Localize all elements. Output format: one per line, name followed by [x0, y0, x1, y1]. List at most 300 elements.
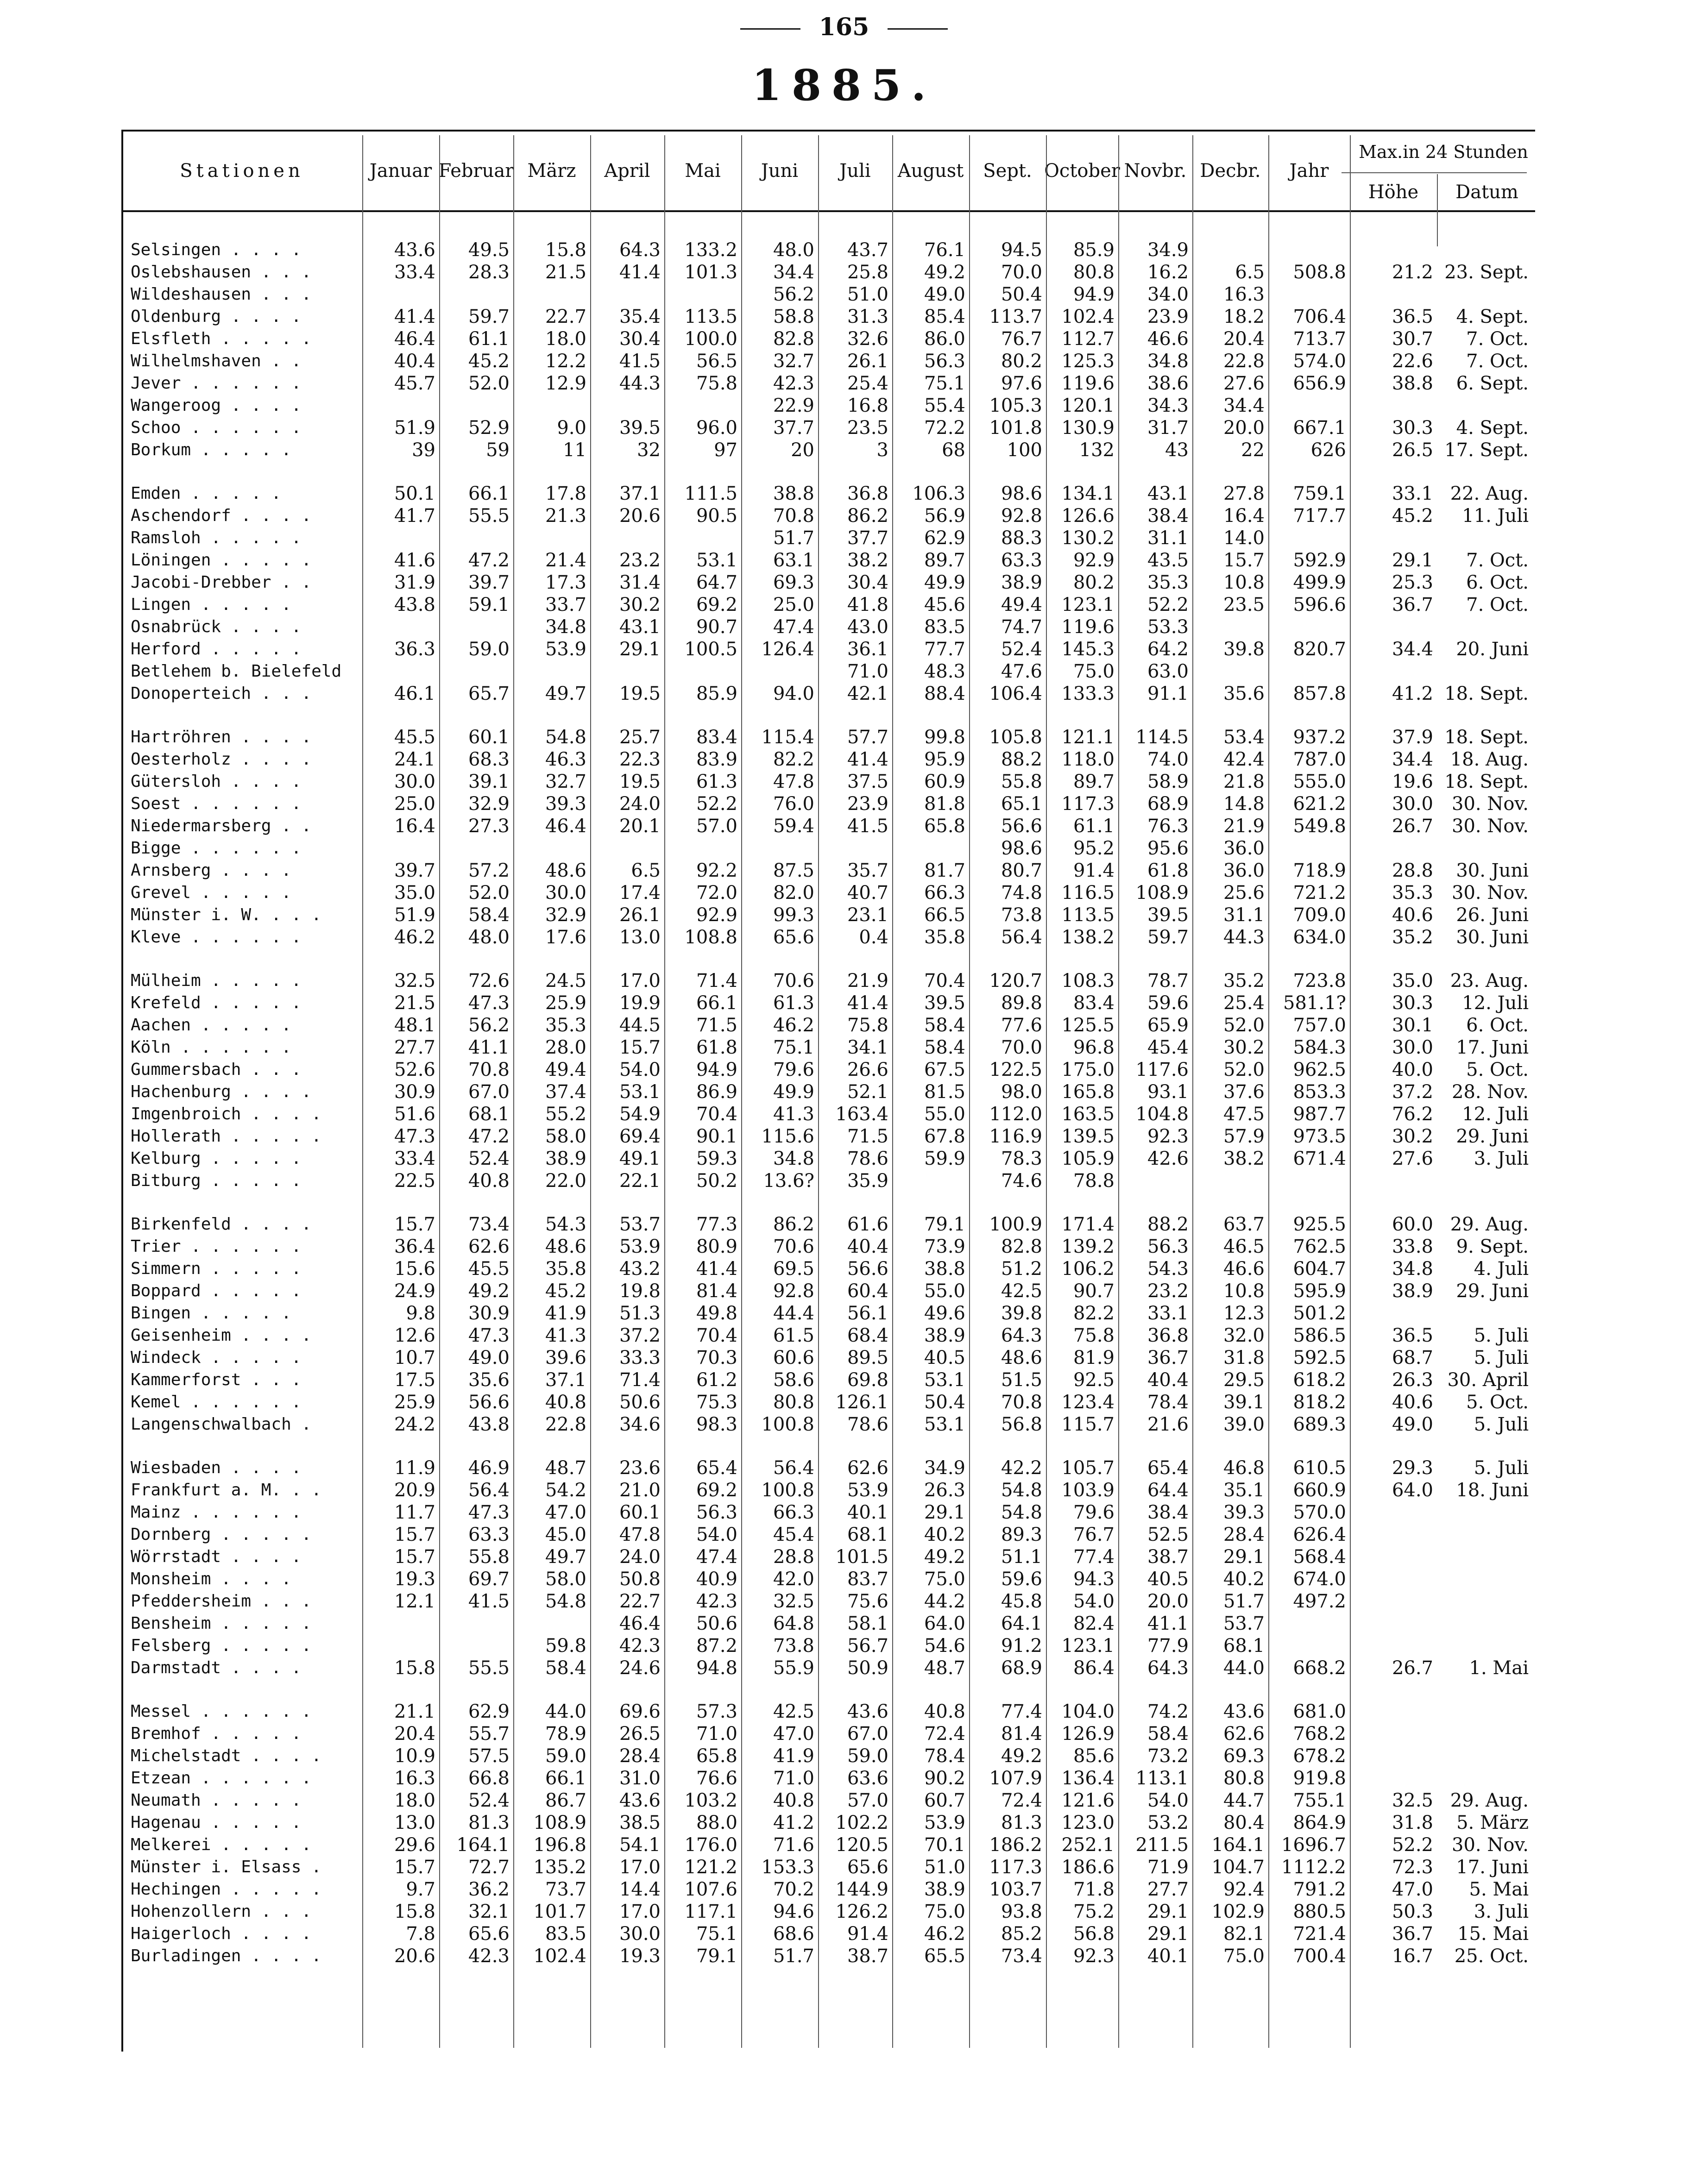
- value-cell: 28.8: [1392, 860, 1433, 881]
- value-cell: 16.4: [394, 816, 435, 837]
- station-name: Birkenfeld . . . .: [131, 1215, 312, 1234]
- value-cell: 111.5: [684, 483, 737, 504]
- value-cell: 78.4: [1147, 1392, 1189, 1413]
- value-cell: 133.3: [1061, 683, 1115, 704]
- value-cell: 40.9: [696, 1569, 737, 1590]
- value-cell: 60.9: [924, 771, 965, 792]
- header-month: März: [527, 160, 576, 182]
- value-cell: 46.5: [1223, 1236, 1265, 1257]
- value-cell: [1268, 239, 1350, 261]
- value-cell: 59.6: [1001, 1569, 1042, 1590]
- value-cell: 20.4: [1223, 328, 1265, 350]
- max-date-cell: 25. Oct.: [1454, 1946, 1529, 1967]
- value-cell: 138.2: [1061, 927, 1115, 948]
- value-cell: 39.8: [1001, 1303, 1042, 1324]
- value-cell: 38.9: [924, 1325, 965, 1346]
- value-cell: 41.9: [773, 1745, 814, 1767]
- value-cell: 53.9: [847, 1480, 888, 1501]
- value-cell: 24.5: [545, 970, 586, 992]
- value-cell: 1696.7: [1281, 1834, 1346, 1856]
- value-cell: 27.7: [1147, 1879, 1189, 1900]
- value-cell: 108.9: [533, 1812, 586, 1833]
- value-cell: 164.1: [456, 1834, 510, 1856]
- value-cell: 74.8: [1001, 882, 1042, 904]
- table-row: [121, 904, 1537, 926]
- value-cell: [362, 1613, 439, 1635]
- value-cell: 51.9: [394, 904, 435, 926]
- value-cell: 92.8: [1001, 505, 1042, 527]
- value-cell: 54.6: [924, 1635, 965, 1657]
- value-cell: 70.1: [924, 1834, 965, 1856]
- value-cell: 52.4: [468, 1790, 510, 1811]
- value-cell: 49.7: [545, 683, 586, 704]
- value-cell: 94.3: [1073, 1569, 1115, 1590]
- value-cell: 46.6: [1223, 1258, 1265, 1280]
- value-cell: 79.6: [773, 1059, 814, 1080]
- value-cell: 70.6: [773, 1236, 814, 1257]
- value-cell: 41.4: [696, 1258, 737, 1280]
- value-cell: 700.4: [1293, 1946, 1346, 1967]
- value-cell: 112.7: [1061, 328, 1115, 350]
- station-name: Neumath . . . . .: [131, 1791, 302, 1810]
- value-cell: 768.2: [1293, 1723, 1346, 1745]
- value-cell: [439, 527, 513, 549]
- value-cell: 55.8: [1001, 771, 1042, 792]
- value-cell: 100.8: [761, 1414, 814, 1435]
- value-cell: 47.3: [394, 1126, 435, 1147]
- value-cell: 57.0: [847, 1790, 888, 1811]
- value-cell: 79.1: [924, 1214, 965, 1235]
- table-row: [121, 1413, 1537, 1436]
- value-cell: 105.7: [1061, 1457, 1115, 1479]
- value-cell: 53.9: [619, 1236, 661, 1257]
- value-cell: 54.8: [545, 1591, 586, 1612]
- value-cell: 73.9: [924, 1236, 965, 1257]
- value-cell: 47.0: [1392, 1879, 1433, 1900]
- value-cell: 60.6: [773, 1347, 814, 1368]
- value-cell: [1350, 1568, 1437, 1590]
- max-date-cell: 7. Oct.: [1466, 594, 1529, 615]
- value-cell: 16.4: [1223, 505, 1265, 527]
- value-cell: 85.4: [924, 306, 965, 327]
- value-cell: 48.7: [924, 1657, 965, 1679]
- station-name: Selsingen . . . .: [131, 240, 302, 259]
- max-date-cell: 23. Aug.: [1450, 970, 1529, 992]
- value-cell: 113.1: [1135, 1768, 1189, 1789]
- page-number-line: [0, 13, 1688, 41]
- value-cell: 56.4: [773, 1457, 814, 1479]
- value-cell: 65.5: [924, 1946, 965, 1967]
- value-cell: 71.4: [696, 970, 737, 992]
- value-cell: 17.5: [394, 1369, 435, 1391]
- station-name: Aschendorf . . . .: [131, 506, 312, 525]
- value-cell: [1350, 1170, 1437, 1192]
- value-cell: 59.0: [468, 639, 510, 660]
- value-cell: 90.7: [696, 616, 737, 638]
- value-cell: [1350, 1767, 1437, 1789]
- value-cell: 144.9: [835, 1879, 888, 1900]
- value-cell: 165.8: [1061, 1081, 1115, 1103]
- value-cell: 41.5: [847, 816, 888, 837]
- value-cell: 59: [486, 439, 510, 461]
- value-cell: 40.0: [1392, 1059, 1433, 1080]
- value-cell: 35.8: [545, 1258, 586, 1280]
- value-cell: 48.0: [773, 239, 814, 261]
- value-cell: 56.4: [468, 1480, 510, 1501]
- value-cell: 58.8: [773, 306, 814, 327]
- value-cell: 83.7: [847, 1569, 888, 1590]
- value-cell: 43.7: [847, 239, 888, 261]
- value-cell: 65.4: [1147, 1457, 1189, 1479]
- value-cell: 592.9: [1293, 550, 1346, 571]
- value-cell: 49.0: [468, 1347, 510, 1368]
- max-date-cell: 11. Juli: [1462, 505, 1529, 527]
- value-cell: 618.2: [1293, 1369, 1346, 1391]
- value-cell: 32: [637, 439, 661, 461]
- table-row: [121, 1878, 1537, 1901]
- value-cell: 105.8: [989, 727, 1042, 748]
- value-cell: 176.0: [684, 1834, 737, 1856]
- value-cell: [892, 837, 969, 860]
- station-name: Hollerath . . . . .: [131, 1127, 321, 1146]
- station-name: Elsfleth . . . . .: [131, 329, 312, 348]
- value-cell: 22.5: [394, 1170, 435, 1192]
- value-cell: 49.4: [545, 1059, 586, 1080]
- value-cell: 88.2: [1001, 749, 1042, 770]
- rainfall-table-body: [121, 239, 1537, 1967]
- value-cell: 75.0: [924, 1569, 965, 1590]
- value-cell: 186.6: [1061, 1857, 1115, 1878]
- table-row: [121, 350, 1537, 372]
- station-name: Oesterholz . . . .: [131, 750, 312, 769]
- value-cell: 92.9: [1073, 550, 1115, 571]
- station-name: Gummersbach . . .: [131, 1060, 302, 1079]
- value-cell: 58.4: [545, 1657, 586, 1679]
- value-cell: 28.8: [773, 1546, 814, 1568]
- value-cell: 126.9: [1061, 1723, 1115, 1745]
- value-cell: 81.3: [1001, 1812, 1042, 1833]
- value-cell: 64.2: [1147, 639, 1189, 660]
- value-cell: 22.0: [545, 1170, 586, 1192]
- table-row: [121, 860, 1537, 882]
- value-cell: 15.7: [1223, 550, 1265, 571]
- value-cell: 61.2: [696, 1369, 737, 1391]
- table-row: [121, 1701, 1537, 1723]
- max-date-cell: [1437, 1546, 1537, 1568]
- value-cell: 39: [412, 439, 435, 461]
- value-cell: 34.8: [1392, 1258, 1433, 1280]
- value-cell: [1268, 1613, 1350, 1635]
- value-cell: 70.0: [1001, 262, 1042, 283]
- table-row: [121, 1369, 1537, 1391]
- max-date-cell: 26. Juni: [1456, 904, 1529, 926]
- value-cell: 80.8: [1073, 262, 1115, 283]
- value-cell: 119.6: [1061, 616, 1115, 638]
- value-cell: 11: [563, 439, 586, 461]
- value-cell: 68.6: [773, 1923, 814, 1945]
- max-date-cell: 29. Juni: [1456, 1126, 1529, 1147]
- value-cell: 106.4: [989, 683, 1042, 704]
- value-cell: 58.4: [468, 904, 510, 926]
- value-cell: 30.2: [1392, 1126, 1433, 1147]
- station-name: Imgenbroich . . . .: [131, 1105, 321, 1123]
- station-name: Bingen . . . . .: [131, 1304, 291, 1323]
- value-cell: 70.4: [924, 970, 965, 992]
- station-name: Wangeroog . . . .: [131, 396, 302, 415]
- value-cell: 52.4: [468, 1148, 510, 1169]
- value-cell: 32.5: [1392, 1790, 1433, 1811]
- value-cell: 50.3: [1392, 1901, 1433, 1922]
- max-date-cell: 17. Sept.: [1444, 439, 1529, 461]
- max-date-cell: [1437, 395, 1537, 417]
- value-cell: 30.9: [468, 1303, 510, 1324]
- value-cell: 56.3: [924, 351, 965, 372]
- value-cell: 27.3: [468, 816, 510, 837]
- value-cell: 49.2: [924, 1546, 965, 1568]
- value-cell: 29.1: [1147, 1901, 1189, 1922]
- max-date-cell: 5. März: [1456, 1812, 1529, 1833]
- table-row: [121, 882, 1537, 904]
- value-cell: 21.1: [394, 1701, 435, 1722]
- value-cell: 35.3: [1392, 882, 1433, 904]
- value-cell: 25.7: [619, 727, 661, 748]
- value-cell: 106.3: [912, 483, 965, 504]
- value-cell: 592.5: [1293, 1347, 1346, 1368]
- value-cell: 24.0: [619, 1546, 661, 1568]
- value-cell: 72.7: [468, 1857, 510, 1878]
- value-cell: 120.7: [989, 970, 1042, 992]
- value-cell: 123.1: [1061, 1635, 1115, 1657]
- header-month: Juni: [761, 160, 799, 182]
- value-cell: 80.9: [696, 1236, 737, 1257]
- value-cell: 37.1: [619, 483, 661, 504]
- station-name: Messel . . . . . .: [131, 1702, 312, 1721]
- value-cell: 25.9: [545, 992, 586, 1014]
- station-name: Bremhof . . . . .: [131, 1724, 302, 1743]
- value-cell: 718.9: [1293, 860, 1346, 881]
- value-cell: 26.3: [924, 1480, 965, 1501]
- value-cell: 34.8: [773, 1148, 814, 1169]
- value-cell: 70.8: [1001, 1392, 1042, 1413]
- max-date-cell: 30. Juni: [1456, 860, 1529, 881]
- header-max-hoehe: Höhe: [1368, 182, 1419, 203]
- table-row: [121, 1834, 1537, 1856]
- value-cell: 33.4: [394, 1148, 435, 1169]
- value-cell: 39.7: [394, 860, 435, 881]
- value-cell: 69.6: [619, 1701, 661, 1722]
- value-cell: 56.7: [847, 1635, 888, 1657]
- table-row: [121, 1170, 1537, 1192]
- max-date-cell: 18. Sept.: [1444, 683, 1529, 704]
- value-cell: 51.5: [1001, 1369, 1042, 1391]
- max-date-cell: 20. Juni: [1456, 639, 1529, 660]
- max-date-cell: 1. Mai: [1469, 1657, 1529, 1679]
- value-cell: 80.8: [1223, 1768, 1265, 1789]
- value-cell: 16.3: [394, 1768, 435, 1789]
- value-cell: 41.3: [545, 1325, 586, 1346]
- value-cell: 58.6: [773, 1369, 814, 1391]
- value-cell: 12.9: [545, 373, 586, 394]
- value-cell: 65.6: [773, 927, 814, 948]
- value-cell: 33.4: [394, 262, 435, 283]
- value-cell: 24.2: [394, 1414, 435, 1435]
- max-date-cell: 7. Oct.: [1466, 550, 1529, 571]
- value-cell: 56.8: [1073, 1923, 1115, 1945]
- value-cell: 52.0: [1223, 1059, 1265, 1080]
- value-cell: 72.6: [468, 970, 510, 992]
- value-cell: 31.1: [1147, 527, 1189, 549]
- max-date-cell: 5. Oct.: [1466, 1392, 1529, 1413]
- value-cell: 73.4: [468, 1214, 510, 1235]
- value-cell: 36.2: [468, 1879, 510, 1900]
- value-cell: 59.1: [468, 594, 510, 615]
- value-cell: 48.3: [924, 661, 965, 682]
- table-row: [121, 1590, 1537, 1613]
- value-cell: 919.8: [1293, 1768, 1346, 1789]
- table-row: [121, 417, 1537, 439]
- value-cell: 186.2: [989, 1834, 1042, 1856]
- value-cell: 508.8: [1293, 262, 1346, 283]
- value-cell: [1350, 616, 1437, 638]
- value-cell: 755.1: [1293, 1790, 1346, 1811]
- station-name: Jacobi-Drebber . .: [131, 573, 312, 592]
- value-cell: 10.9: [394, 1745, 435, 1767]
- value-cell: 98.6: [1001, 838, 1042, 859]
- value-cell: 40.5: [924, 1347, 965, 1368]
- value-cell: 41.7: [394, 505, 435, 527]
- value-cell: 44.3: [1223, 927, 1265, 948]
- table-row: [121, 1901, 1537, 1923]
- table-row: [121, 1546, 1537, 1568]
- value-cell: 34.9: [924, 1457, 965, 1479]
- value-cell: [439, 660, 513, 683]
- value-cell: 70.8: [773, 505, 814, 527]
- max-date-cell: 5. Oct.: [1466, 1059, 1529, 1080]
- value-cell: 762.5: [1293, 1236, 1346, 1257]
- header-month: Mai: [685, 160, 721, 182]
- value-cell: 58.1: [847, 1613, 888, 1634]
- value-cell: 56.1: [847, 1303, 888, 1324]
- value-cell: 115.4: [761, 727, 814, 748]
- value-cell: 33.7: [545, 594, 586, 615]
- value-cell: 89.7: [924, 550, 965, 571]
- value-cell: [1350, 1745, 1437, 1767]
- header-stationen: Stationen: [180, 160, 304, 182]
- value-cell: 252.1: [1061, 1834, 1115, 1856]
- max-date-cell: [1437, 616, 1537, 638]
- table-row: [121, 1236, 1537, 1258]
- value-cell: 37.2: [619, 1325, 661, 1346]
- value-cell: 668.2: [1293, 1657, 1346, 1679]
- value-cell: 88.3: [1001, 527, 1042, 549]
- value-cell: [439, 283, 513, 306]
- table-row: [121, 1125, 1537, 1148]
- value-cell: 69.8: [847, 1369, 888, 1391]
- value-cell: 211.5: [1135, 1834, 1189, 1856]
- value-cell: 66.1: [468, 483, 510, 504]
- value-cell: 12.3: [1223, 1303, 1265, 1324]
- rule-left: [740, 28, 800, 30]
- value-cell: 937.2: [1293, 727, 1346, 748]
- station-name: Köln . . . . . .: [131, 1038, 291, 1057]
- value-cell: [513, 660, 590, 683]
- max-date-cell: 6. Sept.: [1456, 373, 1529, 394]
- max-date-cell: [1437, 1302, 1537, 1324]
- value-cell: 53.1: [924, 1414, 965, 1435]
- value-cell: 78.6: [847, 1148, 888, 1169]
- station-name: Dornberg . . . . .: [131, 1525, 312, 1544]
- max-date-cell: 18. Sept.: [1444, 727, 1529, 748]
- value-cell: 64.8: [773, 1613, 814, 1634]
- value-cell: [362, 660, 439, 683]
- value-cell: 58.4: [1147, 1723, 1189, 1745]
- table-row: [121, 1945, 1537, 1967]
- value-cell: 19.5: [619, 683, 661, 704]
- max-date-cell: 23. Sept.: [1444, 262, 1529, 283]
- value-cell: 32.5: [394, 970, 435, 992]
- value-cell: 75.8: [847, 1015, 888, 1036]
- value-cell: 61.1: [468, 328, 510, 350]
- value-cell: [1350, 837, 1437, 860]
- rainfall-table: [121, 239, 1537, 1967]
- value-cell: 19.3: [394, 1569, 435, 1590]
- value-cell: 38.8: [924, 1258, 965, 1280]
- value-cell: 98.3: [696, 1414, 737, 1435]
- value-cell: 23.2: [619, 550, 661, 571]
- max-date-cell: [1437, 1701, 1537, 1723]
- value-cell: 49.1: [619, 1148, 661, 1169]
- value-cell: 49.0: [1392, 1414, 1433, 1435]
- value-cell: 40.2: [1223, 1569, 1265, 1590]
- value-cell: 87.2: [696, 1635, 737, 1657]
- value-cell: 667.1: [1293, 417, 1346, 439]
- value-cell: 32.7: [773, 351, 814, 372]
- value-cell: 48.0: [468, 927, 510, 948]
- value-cell: [513, 527, 590, 549]
- station-name: Münster i. Elsass .: [131, 1858, 321, 1876]
- value-cell: 29.1: [924, 1502, 965, 1523]
- max-date-cell: 30. Nov.: [1452, 793, 1529, 815]
- value-cell: 34.8: [545, 616, 586, 638]
- value-cell: 31.7: [1147, 417, 1189, 439]
- value-cell: 29.3: [1392, 1457, 1433, 1479]
- value-cell: 30.3: [1392, 417, 1433, 439]
- value-cell: 101.8: [989, 417, 1042, 439]
- value-cell: 83.4: [1073, 992, 1115, 1014]
- value-cell: 717.7: [1293, 505, 1346, 527]
- value-cell: 71.8: [1073, 1879, 1115, 1900]
- value-cell: 68.9: [1147, 793, 1189, 815]
- spacer-cell: [121, 1436, 1537, 1457]
- value-cell: 61.1: [1073, 816, 1115, 837]
- value-cell: 22.9: [773, 395, 814, 416]
- value-cell: 46.6: [1147, 328, 1189, 350]
- value-cell: 54.8: [1001, 1480, 1042, 1501]
- station-name: Kelburg . . . . .: [131, 1149, 302, 1168]
- value-cell: 12.2: [545, 351, 586, 372]
- station-name: Ramsloh . . . . .: [131, 528, 302, 547]
- value-cell: [1350, 527, 1437, 549]
- value-cell: 48.6: [1001, 1347, 1042, 1368]
- value-cell: 66.8: [468, 1768, 510, 1789]
- value-cell: [590, 660, 664, 683]
- max-date-cell: 4. Sept.: [1456, 306, 1529, 327]
- value-cell: 26.1: [847, 351, 888, 372]
- value-cell: 103.7: [989, 1879, 1042, 1900]
- value-cell: [1268, 527, 1350, 549]
- max-subheader-rule: [1342, 172, 1527, 173]
- value-cell: 555.0: [1293, 771, 1346, 792]
